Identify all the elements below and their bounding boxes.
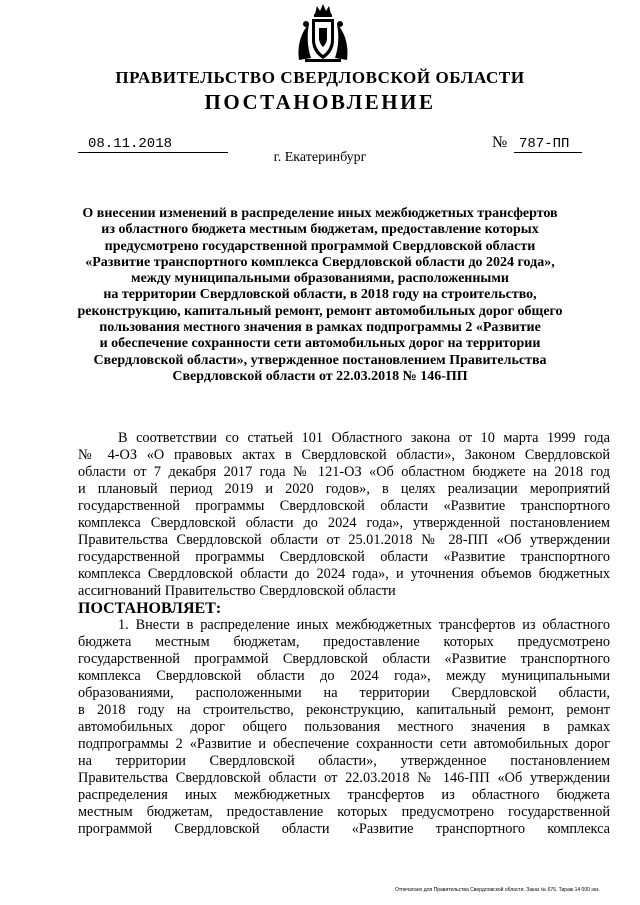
item-line: 1. Внести в распределение иных межбюджетных трансфертов из областного — [118, 617, 610, 633]
item-line: государственной программой Свердловской области «Развитие транспортного — [78, 651, 610, 667]
preamble-line: ассигнований Правительство Свердловской области — [78, 583, 396, 599]
preamble-line: и плановый период 2019 и 2020 годов», в целях реализации мероприятий — [78, 481, 610, 497]
organization-name: ПРАВИТЕЛЬСТВО СВЕРДЛОВСКОЙ ОБЛАСТИ — [115, 68, 525, 87]
item-line: комплекса Свердловской области до 2024 года», между муниципальными — [78, 668, 610, 684]
document-body — [78, 430, 610, 838]
title-line: пользования местного значения в рамках подпрограммы 2 «Развитие — [99, 320, 541, 336]
title-line: предусмотрено государственной программой Свердловской области — [104, 238, 536, 254]
document-date: 08.11.2018 — [78, 136, 228, 153]
coat-of-arms-emblem — [295, 2, 351, 64]
title-line: «Развитие транспортного комплекса Свердловской области до 2024 года», — [85, 254, 555, 270]
item-line: в 2018 году на строительство, реконструкцию, капитальный ремонт, ремонт — [78, 702, 610, 718]
title-line: Свердловской области от 22.03.2018 № 146-ПП — [172, 368, 468, 384]
title-line: и обеспечение сохранности сети автомобильных дорог на территории — [99, 336, 541, 352]
city-name: г. Екатеринбург — [273, 150, 367, 165]
title-line: из областного бюджета местным бюджетам, предоставление которых — [101, 222, 539, 238]
preamble-line: государственной программы Свердловской области «Развитие транспортного — [78, 498, 610, 514]
document-type: ПОСТАНОВЛЕНИЕ — [204, 90, 436, 114]
item-line: подпрограммы 2 «Развитие и обеспечение сохранности сети автомобильных дорог — [78, 736, 610, 752]
preamble-line: комплекса Свердловской области до 2024 года», утвержденной постановлением — [78, 515, 610, 531]
document-number: 787-ПП — [514, 136, 582, 153]
title-line: между муниципальными образованиями, расположенными — [131, 271, 509, 287]
preamble-line: государственной программы Свердловской области «Развитие транспортного — [78, 549, 610, 565]
decree-word: ПОСТАНОВЛЯЕТ: — [78, 600, 222, 617]
item-line: автомобильных дорог общего пользования местного значения в рамках — [78, 719, 610, 735]
item-line: бюджета местным бюджетам, предоставление которых предусмотрено — [78, 634, 610, 650]
item-line: Правительства Свердловской области от 22.03.2018 № 146-ПП «Об утверждении — [78, 770, 610, 786]
title-line: О внесении изменений в распределение иных межбюджетных трансфертов — [82, 206, 558, 221]
document-title — [60, 206, 580, 385]
preamble-line: области от 7 декабря 2017 года № 121-ОЗ «Об областном бюджете на 2018 год — [78, 464, 610, 480]
item-line: на территории Свердловской области», утвержденное постановлением — [78, 753, 610, 769]
title-line: на территории Свердловской области, в 2018 году на строительство, — [103, 287, 537, 303]
item-line: местным бюджетам, предоставление которых предусмотрено государственной — [78, 804, 610, 820]
preamble-line: № 4-ОЗ «О правовых актах в Свердловской области», Законом Свердловской — [78, 447, 610, 463]
preamble-line: комплекса Свердловской области до 2024 года», и уточнения объемов бюджетных — [78, 566, 610, 582]
item-line: программой Свердловской области «Развитие транспортного комплекса — [78, 821, 610, 837]
title-line: Свердловской области», утвержденное постановлением Правительства — [93, 352, 547, 368]
print-footer-note: Отпечатано для Правительства Свердловской области. Заказ № 676. Тираж 14 000 экз. — [395, 887, 600, 893]
preamble-line: В соответствии со статьей 101 Областного закона от 10 марта 1999 года — [118, 430, 610, 446]
title-line: реконструкцию, капитальный ремонт, ремонт автомобильных дорог общего — [77, 303, 563, 319]
item-line: образованиями, расположенными на территории Свердловской области, — [78, 685, 610, 701]
item-line: распределения иных межбюджетных трансфертов из областного бюджета — [78, 787, 610, 803]
number-sign: № — [492, 134, 508, 151]
preamble-line: Правительства Свердловской области от 25.01.2018 № 28-ПП «Об утверждении — [78, 532, 610, 548]
